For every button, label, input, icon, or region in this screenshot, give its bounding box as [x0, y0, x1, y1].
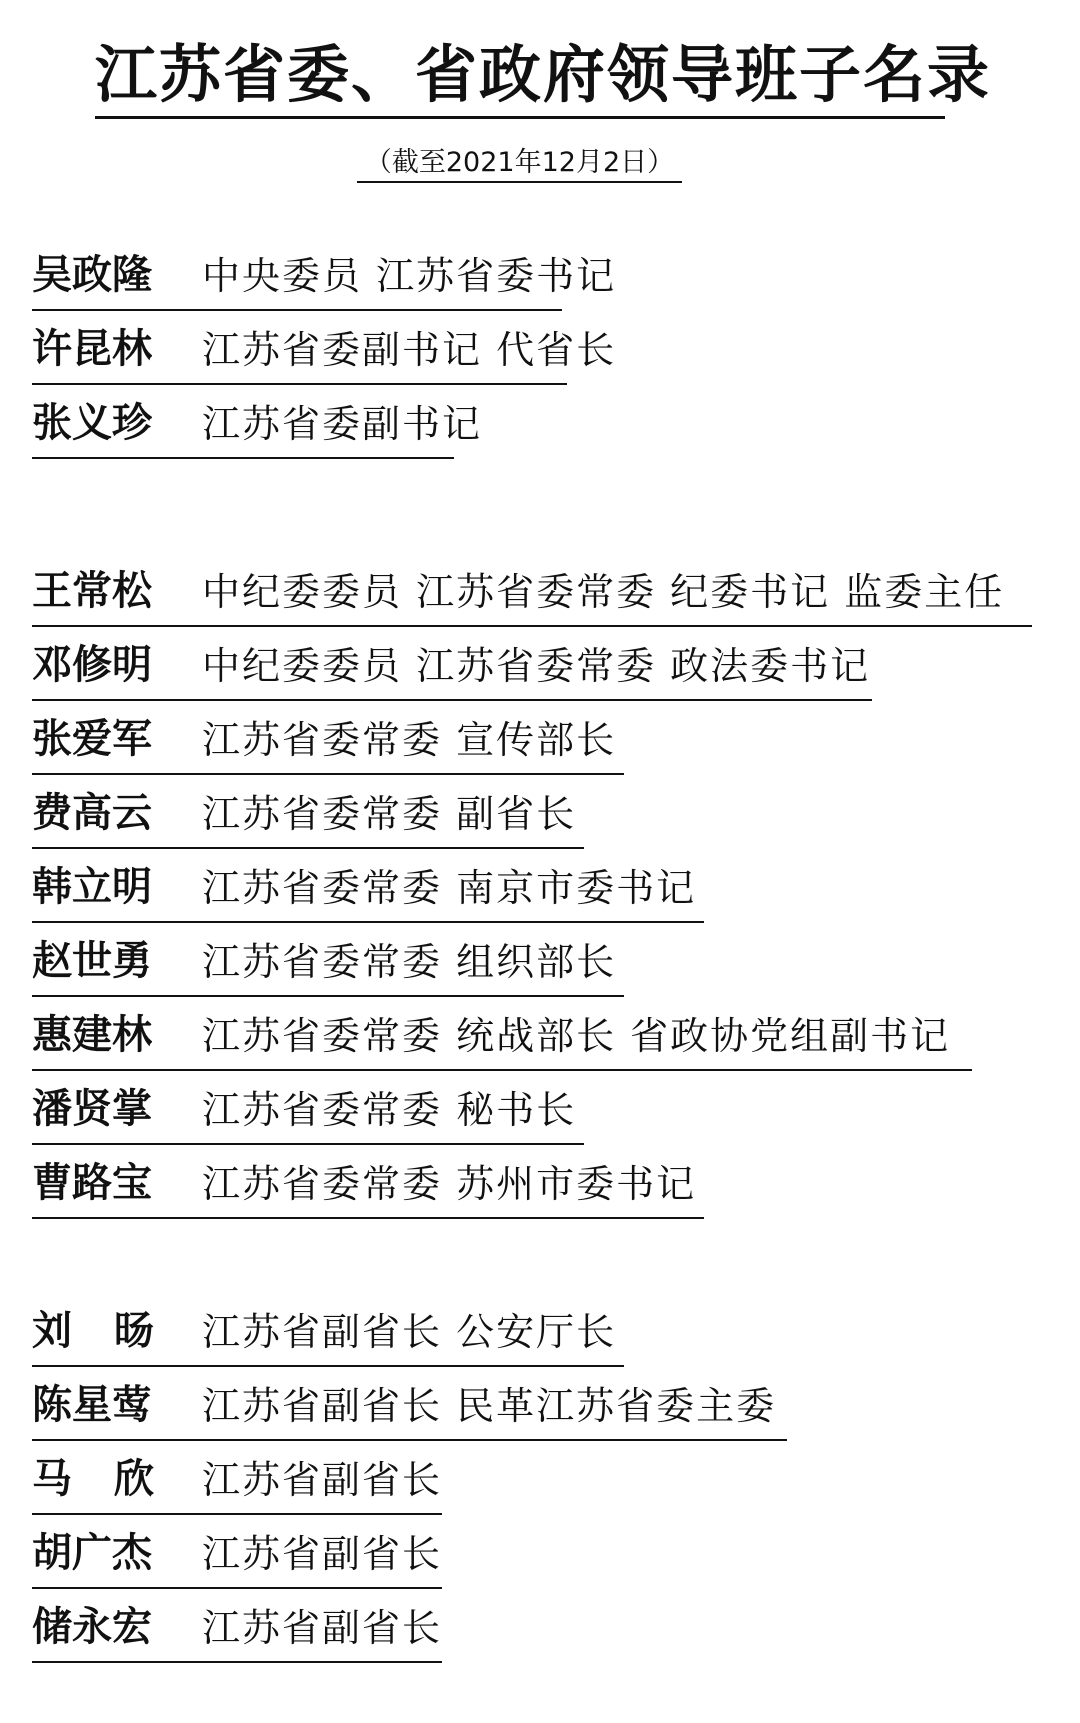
- leader-name: [32, 1454, 154, 1504]
- leader-title: 江苏省委常委 统战部长 省政协党组副书记: [202, 1014, 951, 1058]
- leader-title: 中纪委委员 江苏省委常委 纪委书记 监委主任: [202, 570, 1005, 614]
- leader-row: [32, 558, 1062, 632]
- leader-row: [32, 632, 1062, 706]
- leader-title: 江苏省委常委 组织部长: [202, 940, 617, 984]
- leader-name: 吴政隆: [32, 252, 152, 298]
- underline: [32, 847, 584, 849]
- underline: [32, 995, 624, 997]
- leader-row: [32, 1372, 1062, 1446]
- leader-name: 曹路宝: [32, 1160, 152, 1206]
- leader-name: [32, 1306, 154, 1356]
- leader-name: 韩立明: [32, 864, 152, 910]
- underline: [32, 457, 454, 459]
- leader-row: [32, 928, 1062, 1002]
- underline: [32, 1439, 787, 1441]
- leader-title: 江苏省副省长: [202, 1458, 443, 1502]
- leader-row: [32, 1298, 1062, 1372]
- leader-group-standing-committee: [32, 558, 1062, 1224]
- leader-row: [32, 1076, 1062, 1150]
- leader-name: 张义珍: [32, 400, 152, 446]
- leader-title: 中纪委委员 江苏省委常委 政法委书记: [202, 644, 871, 688]
- leader-title: 江苏省委常委 南京市委书记: [202, 866, 697, 910]
- leader-title: 江苏省副省长: [202, 1532, 443, 1576]
- leader-name: 赵世勇: [32, 938, 152, 984]
- leader-name: 张爱军: [32, 716, 152, 762]
- leader-name: 费高云: [32, 790, 152, 836]
- leader-name: 陈星莺: [32, 1382, 152, 1428]
- underline: [32, 1217, 704, 1219]
- underline: [32, 1365, 624, 1367]
- leader-name: 许昆林: [32, 326, 152, 372]
- underline: [32, 383, 567, 385]
- leader-row: [32, 1520, 1062, 1594]
- leader-title: 中央委员 江苏省委书记: [202, 254, 617, 298]
- leader-name: 惠建林: [32, 1012, 152, 1058]
- leader-title: 江苏省委常委 宣传部长: [202, 718, 617, 762]
- leader-name-part: 欣: [114, 1456, 154, 1502]
- leader-row: [32, 706, 1062, 780]
- leader-name-part: 马: [32, 1456, 72, 1502]
- leader-title: 江苏省副省长: [202, 1606, 443, 1650]
- leader-row: [32, 1446, 1062, 1520]
- date-subtitle: （截至2021年12月2日）: [357, 145, 682, 183]
- leader-row: [32, 780, 1062, 854]
- leader-row: [32, 242, 1062, 316]
- underline: [32, 921, 704, 923]
- underline: [32, 625, 1032, 627]
- leader-title: 江苏省委副书记 代省长: [202, 328, 617, 372]
- leader-row: [32, 1594, 1062, 1668]
- leader-title: 江苏省委常委 秘书长: [202, 1088, 577, 1132]
- leader-row: [32, 1002, 1062, 1076]
- leader-group-vice-governors: [32, 1298, 1062, 1668]
- leader-name: 王常松: [32, 568, 152, 614]
- underline: [32, 309, 562, 311]
- underline: [32, 1587, 442, 1589]
- underline: [32, 773, 624, 775]
- underline: [32, 1513, 442, 1515]
- leader-name: 胡广杰: [32, 1530, 152, 1576]
- leader-group-party-secretaries: [32, 242, 1062, 464]
- leader-title: 江苏省副省长 民革江苏省委主委: [202, 1384, 777, 1428]
- leader-name: 潘贤掌: [32, 1086, 152, 1132]
- leader-title: 江苏省副省长 公安厅长: [202, 1310, 617, 1354]
- underline: [32, 1069, 972, 1071]
- leader-title: 江苏省委常委 苏州市委书记: [202, 1162, 697, 1206]
- leader-name-part: 旸: [114, 1308, 154, 1354]
- underline: [32, 699, 872, 701]
- leader-row: [32, 390, 1062, 464]
- leader-row: [32, 854, 1062, 928]
- underline: [32, 1143, 584, 1145]
- underline: [32, 1661, 442, 1663]
- page-title: 江苏省委、省政府领导班子名录: [95, 38, 945, 119]
- leader-title: 江苏省委常委 副省长: [202, 792, 577, 836]
- leader-row: [32, 1150, 1062, 1224]
- leader-name: 邓修明: [32, 642, 152, 688]
- leader-row: [32, 316, 1062, 390]
- leader-name-part: 刘: [32, 1308, 72, 1354]
- leader-title: 江苏省委副书记: [202, 402, 483, 446]
- leader-name: 储永宏: [32, 1604, 152, 1650]
